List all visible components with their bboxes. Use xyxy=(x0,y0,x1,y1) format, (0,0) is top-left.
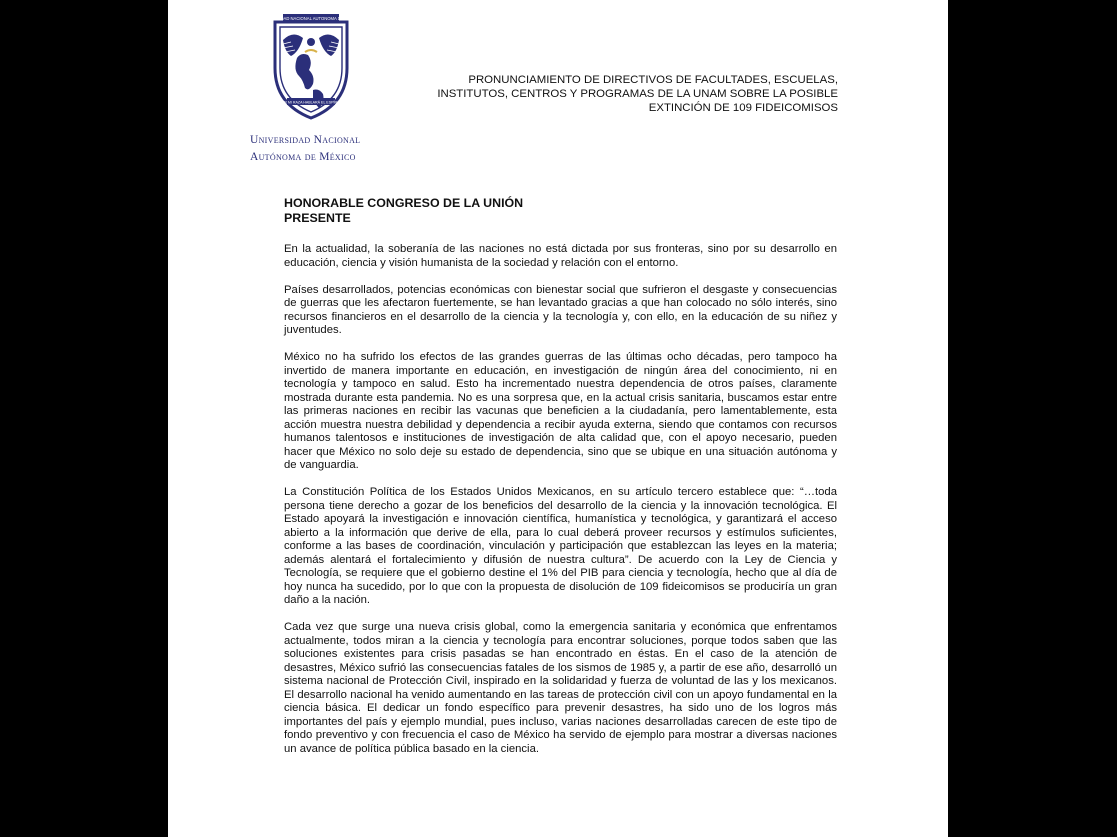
university-name xyxy=(250,132,380,166)
paragraph-1: En la actualidad, la soberanía de las naciones no está dictada por sus fronteras, sino por su desarrollo en educación, ciencia y visión humanista de la sociedad y relación con el entorno. xyxy=(284,243,837,269)
document-title-line1: PRONUNCIAMIENTO DE DIRECTIVOS DE FACULTADES, ESCUELAS, xyxy=(468,74,838,86)
unam-seal-icon xyxy=(261,12,361,124)
addressee-line2: PRESENTE xyxy=(284,210,351,225)
paragraph-4: La Constitución Política de los Estados Unidos Mexicanos, en su artículo tercero establece que: “…toda persona tiene derecho a gozar de los beneficios del desarrollo de la ciencia y la innovación tecnológica. El Estado apoyará la investigación e innovación científica, humanística y tecnológica, y garantizará el acceso abierto a la información que derive de ella, para lo cual deberá proveer recursos y estímulos suficientes, conforme a las bases de coordinación, vinculación y participación que establezcan las leyes en la materia; además alentará el fortalecimiento y difusión de nuestra cultura”. De acuerdo con la Ley de Ciencia y Tecnología, se requiere que el gobierno destine el 1% del PIB para ciencia y tecnología, hecho que al día de hoy nunca ha sucedido, por lo que con la propuesta de disolución de 109 fideicomisos se produciría un gran daño a la nación. xyxy=(284,486,837,606)
svg-text:POR MI RAZA HABLARÁ EL ESPÍRIT: POR MI RAZA HABLARÁ EL ESPÍRITU xyxy=(279,100,343,105)
document-title xyxy=(398,73,838,115)
addressee-line1: HONORABLE CONGRESO DE LA UNIÓN xyxy=(284,196,524,210)
svg-text:UNIVERSIDAD NACIONAL AUTONOMA: UNIVERSIDAD NACIONAL AUTONOMA DE MEXICO xyxy=(261,16,361,21)
paragraph-5: Cada vez que surge una nueva crisis global, como la emergencia sanitaria y económica que enfrentamos actualmente, todos miran a la ciencia y tecnología para encontrar soluciones, porque todos saben que las soluciones existentes para crisis pasadas se han encontrado en éstas. En el caso de la atención de desastres, México sufrió las consecuencias fatales de los sismos de 1985 y, a partir de ese año, desarrolló un sistema nacional de Protección Civil, inspirado en la solidaridad y fuerza de voluntad de las y los mexicanos. El desarrollo nacional ha venido aumentando en las tareas de protección civil con un apoyo fundamental en la ciencia básica. El dedicar un fondo específico para prevenir desastres, ha sido uno de los logros más importantes del país y ejemplo mundial, pues incluso, varias naciones desarrolladas carecen de este tipo de fondo preventivo y con frecuencia el caso de México ha servido de ejemplo para mostrar a diversas naciones un avance de política pública basado en la ciencia. xyxy=(284,621,837,755)
paragraph-3: México no ha sufrido los efectos de las grandes guerras de las últimas ocho décadas, pero tampoco ha invertido de manera importante en educación, en investigación de ningún área del conocimiento, ni en tecnología y tampoco en salud. Esto ha incrementado nuestra dependencia de otros países, claramente mostrada durante esta pandemia. No es una sorpresa que, en la actual crisis sanitaria, buscamos estar entre las primeras naciones en recibir las vacunas que beneficien a la ciudadanía, pero lamentablemente, esta acción muestra nuestra debilidad y dependencia a recibir ayuda externa, siendo que contamos con recursos humanos talentosos e instituciones de investigación de alta calidad que, con el apoyo necesario, pueden hacer que México no solo deje su estado de dependencia, sino que se ubique en una situación autónoma y de vanguardia. xyxy=(284,351,837,471)
paragraph-2: Países desarrollados, potencias económicas con bienestar social que sufrieron el desgaste y consecuencias de guerras que les afectaron fuertemente, se han levantado gracias a que han colocado no sólo interés, sino recursos financieros en el desarrollo de la ciencia y la tecnología y, con ello, en la educación de su niñez y juventudes. xyxy=(284,283,837,336)
addressee xyxy=(284,196,837,225)
university-name-line1: Universidad Nacional xyxy=(250,134,361,146)
document-title-line2: INSTITUTOS, CENTROS Y PROGRAMAS DE LA UNAM SOBRE LA POSIBLE xyxy=(437,88,838,100)
document-page xyxy=(168,0,948,837)
document-body xyxy=(284,196,837,770)
university-name-line2: Autónoma de México xyxy=(250,151,356,163)
document-title-line3: EXTINCIÓN DE 109 FIDEICOMISOS xyxy=(648,102,838,114)
